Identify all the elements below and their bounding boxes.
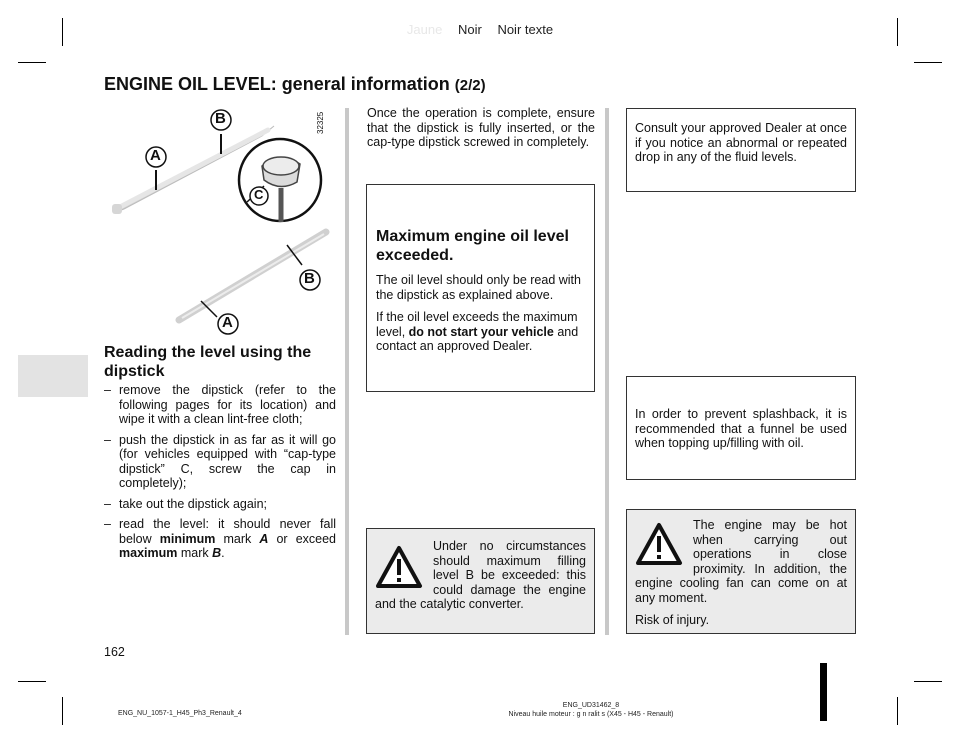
- warning-icon: [635, 522, 687, 570]
- column-separator: [605, 108, 609, 635]
- color-jaune: Jaune: [406, 22, 443, 37]
- reading-step: – take out the dipstick again;: [104, 497, 336, 512]
- hot-engine-warning-text: The engine may be hot when carrying out operations in close proximity. In addition, the engine cooling fan can come on at any moment.: [635, 518, 847, 605]
- reading-steps-list: [104, 383, 336, 561]
- max-level-heading: Maximum engine oil level exceeded.: [376, 228, 569, 264]
- color-noir: Noir: [457, 22, 482, 37]
- max-level-p2: If the oil level exceeds the maximum level, do not start your vehicle and contact an approved Dealer.: [376, 310, 579, 353]
- dealer-note-box: [626, 108, 856, 192]
- print-color-marks: [0, 22, 960, 37]
- page-title: ENGINE OIL LEVEL: general information (2/2): [104, 74, 486, 94]
- column-separator: [345, 108, 349, 635]
- reading-step-last: – read the level: it should never fall below minimum mark A or exceed maximum mark B.: [104, 517, 336, 561]
- reading-heading: Reading the level using the dipstick: [104, 344, 312, 380]
- dipstick-illustration: [104, 104, 344, 340]
- footer-right-desc: Niveau huile moteur : g n ralit s (X45 - H45 - Renault): [508, 711, 674, 718]
- label-c: C: [254, 187, 264, 202]
- section-tab: [18, 355, 88, 397]
- crop-mark: [914, 62, 942, 63]
- page-number: 162: [104, 645, 125, 659]
- crop-mark: [897, 697, 898, 725]
- footer-right: [486, 701, 696, 719]
- reading-steps: [104, 383, 336, 567]
- crop-mark: [18, 62, 46, 63]
- title-suffix: (2/2): [454, 77, 486, 94]
- figure-ref-number: 32325: [316, 111, 325, 134]
- max-level-box: [366, 184, 595, 392]
- crop-mark: [914, 681, 942, 682]
- filling-warning-text: Under no circumstances should maximum filling level B be exceeded: this could damage the engine and the catalytic converter.: [375, 539, 586, 611]
- crop-mark: [62, 697, 63, 725]
- registration-bar: [820, 663, 827, 721]
- crop-mark: [18, 681, 46, 682]
- completion-note: Once the operation is complete, ensure that the dipstick is fully inserted, or the cap-type dipstick screwed in completely.: [367, 106, 595, 149]
- color-noir-texte: Noir texte: [497, 22, 554, 37]
- footer-left-code: ENG_NU_1057-1_H45_Ph3_Renault_4: [118, 710, 242, 717]
- dealer-note-text: Consult your approved Dealer at once if you notice an abnormal or repeated drop in any of the fluid levels.: [635, 121, 847, 164]
- hot-engine-warning-box: [626, 509, 856, 634]
- reading-step: – remove the dipstick (refer to the following pages for its location) and wipe it with a clean lint-free cloth;: [104, 383, 336, 427]
- label-b-upper: B: [215, 110, 226, 127]
- label-b-lower: B: [304, 270, 315, 287]
- risk-of-injury: Risk of injury.: [635, 613, 710, 627]
- filling-warning-box: [366, 528, 595, 634]
- label-a-lower: A: [222, 314, 233, 331]
- warning-icon: [375, 545, 427, 591]
- reading-step: – push the dipstick in as far as it will go (for vehicles equipped with “cap-type dipstick” C, screw the cap in completely);: [104, 433, 336, 491]
- label-a-upper: A: [150, 147, 161, 164]
- funnel-note-text: In order to prevent splashback, it is recommended that a funnel be used when topping up/filling with oil.: [635, 407, 847, 450]
- max-level-p1: The oil level should only be read with the dipstick as explained above.: [376, 273, 581, 302]
- footer-right-code: ENG_UD31462_8: [562, 702, 620, 709]
- dipstick-figure: [104, 104, 344, 340]
- funnel-note-box: [626, 376, 856, 480]
